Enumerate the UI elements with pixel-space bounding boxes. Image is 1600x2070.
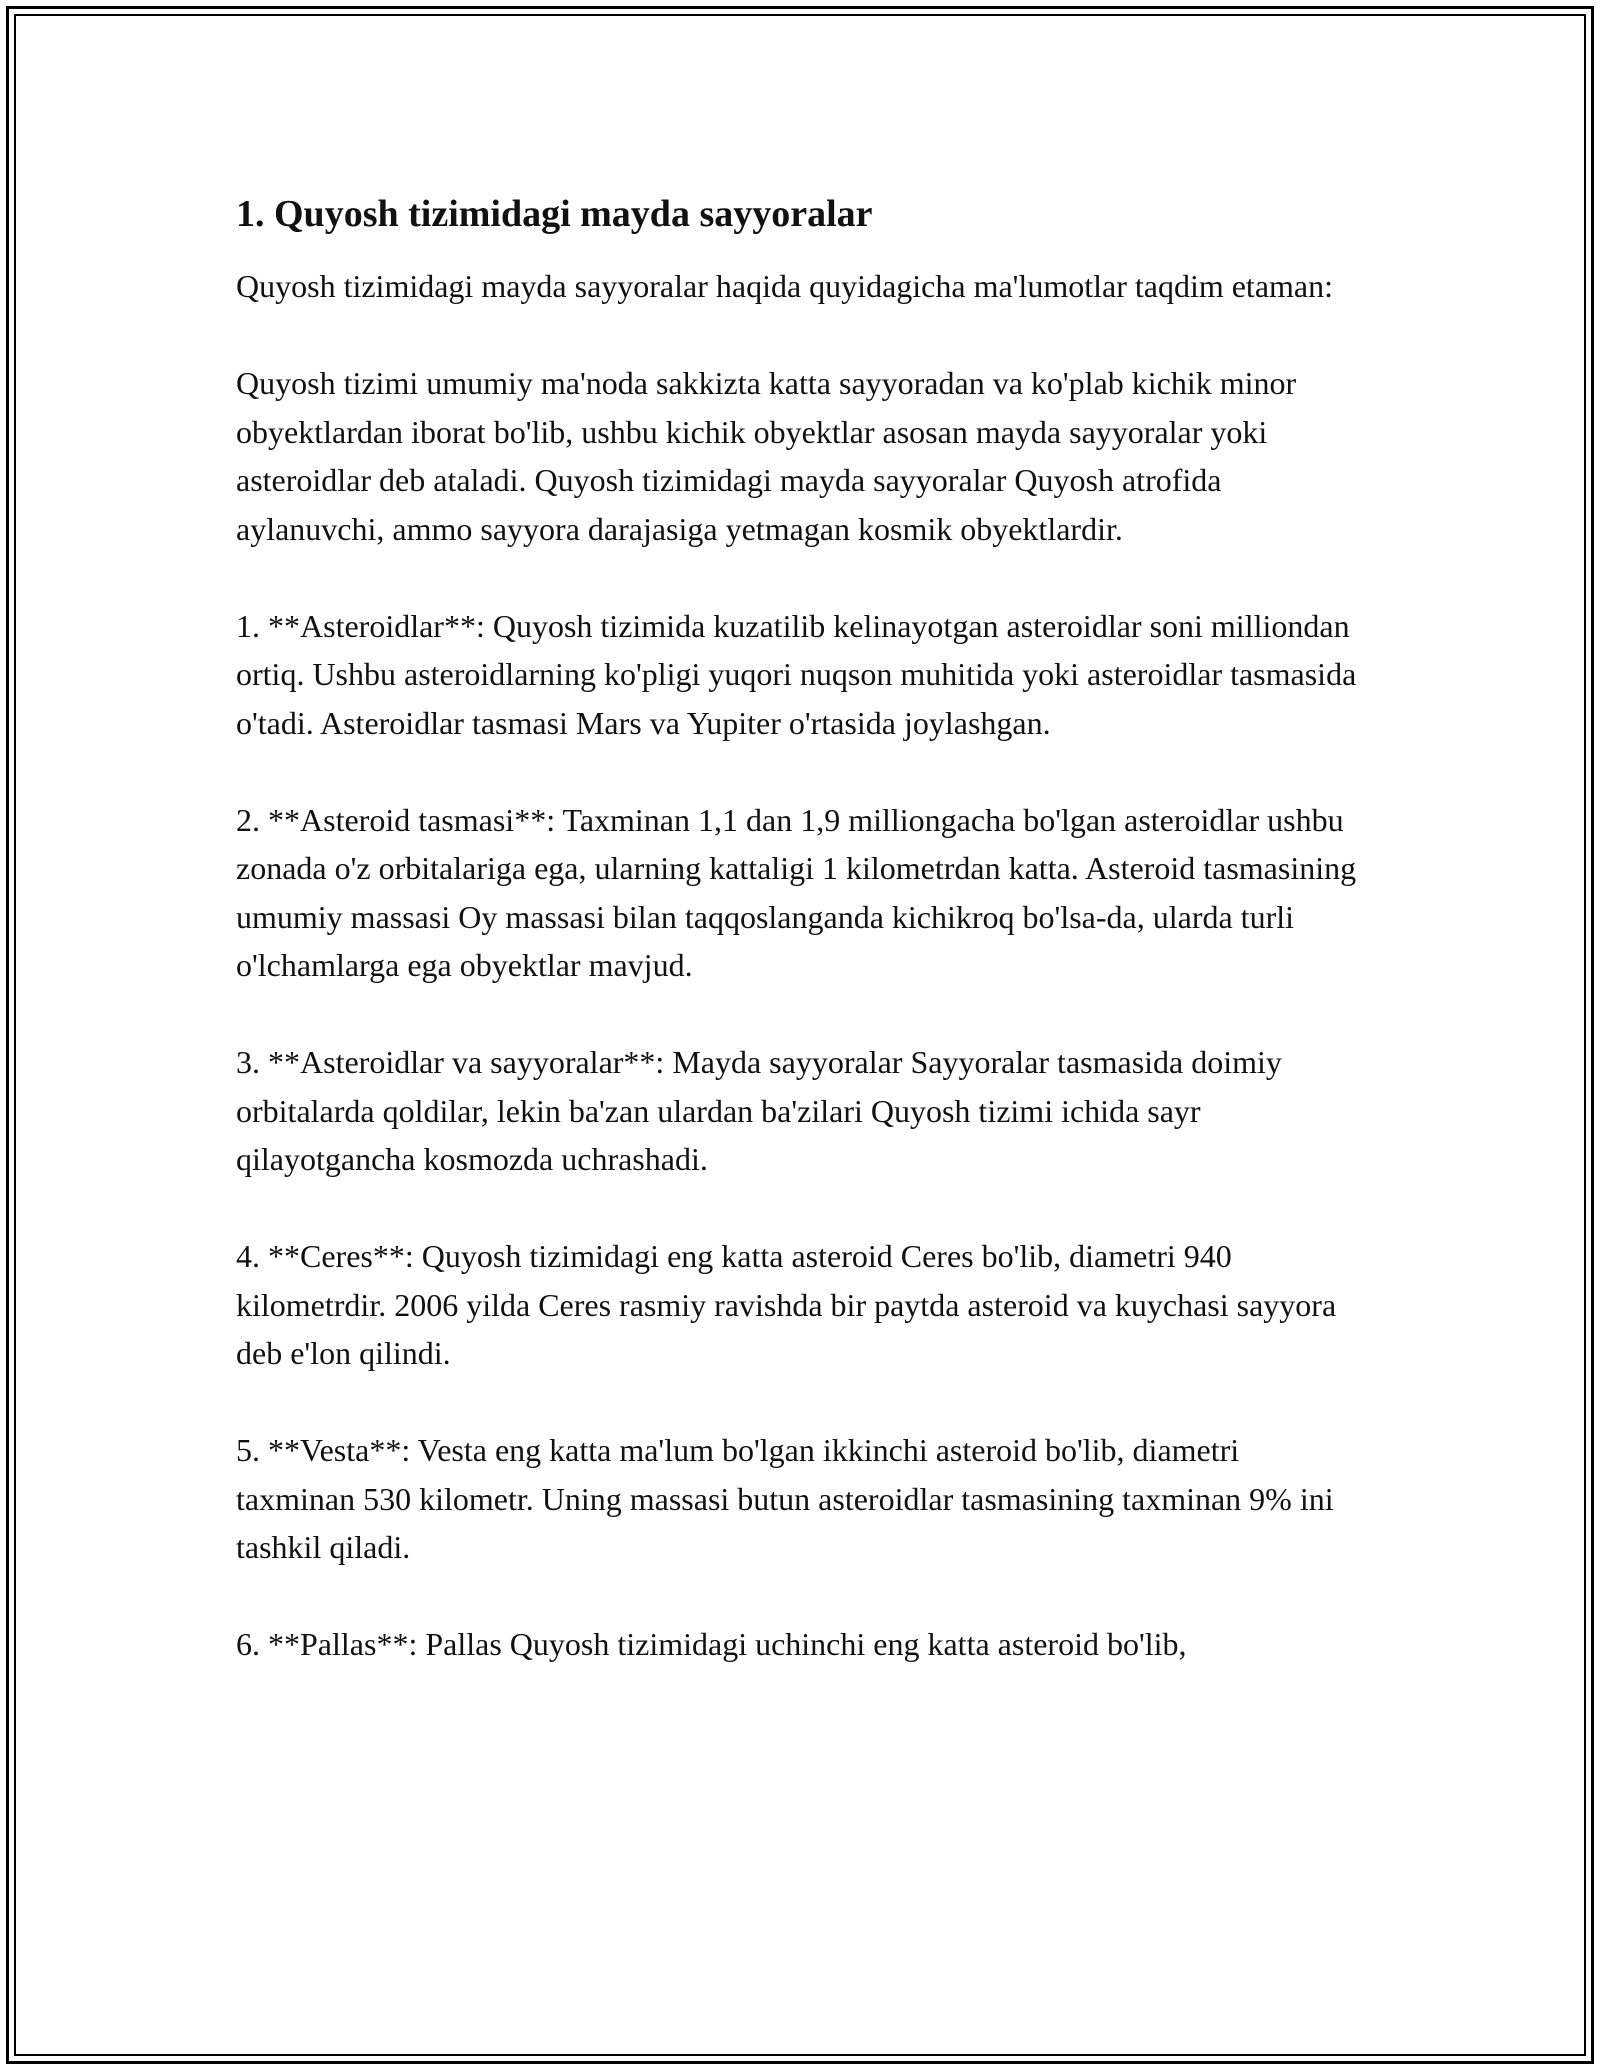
list-item-ceres: 4. **Ceres**: Quyosh tizimidagi eng katta asteroid Ceres bo'lib, diametri 940 kilometrdir. 2006 yilda Ceres rasmiy ravishda bir paytda asteroid va kuychasi sayyora deb e'lon qilindi. <box>236 1238 1337 1371</box>
document-body <box>236 188 1366 1717</box>
overview-paragraph: Quyosh tizimi umumiy ma'noda sakkizta katta sayyoradan va ko'plab kichik minor obyektlardan iborat bo'lib, ushbu kichik obyektlar asosan mayda sayyoralar yoki asteroidlar deb ataladi. Quyosh tizimidagi mayda sayyoralar Quyosh atrofida aylanuvchi, ammo sayyora darajasiga yetmagan kosmik obyektlardir. <box>236 365 1297 547</box>
list-item-asteroids: 1. **Asteroidlar**: Quyosh tizimida kuzatilib kelinayotgan asteroidlar soni milliondan ortiq. Ushbu asteroidlarning ko'pligi yuqori nuqson muhitida yoki asteroidlar tasmasida o'tadi. Asteroidlar tasmasi Mars va Yupiter o'rtasida joylashgan. <box>236 607 1357 741</box>
list-item-asteroids-and-planets: 3. **Asteroidlar va sayyoralar**: Mayda sayyoralar Sayyoralar tasmasida doimiy orbitalarda qoldilar, lekin ba'zan ulardan ba'zilari Quyosh tizimi ichida sayr qilayotgancha kosmozda uchrashadi. <box>236 1044 1282 1177</box>
list-item-vesta: 5. **Vesta**: Vesta eng katta ma'lum bo'lgan ikkinchi asteroid bo'lib, diametri taxminan 530 kilometr. Uning massasi butun asteroidlar tasmasining taxminan 9% ini tashkil qiladi. <box>236 1432 1334 1565</box>
list-item-asteroid-belt: 2. **Asteroid tasmasi**: Taxminan 1,1 dan 1,9 milliongacha bo'lgan asteroidlar ushbu zonada o'z orbitalariga ega, ularning kattaligi 1 kilometrdan katta. Asteroid tasmasining umumiy massasi Oy massasi bilan taqqoslanganda kichikroq bo'lsa-da, ularda turli o'lchamlarga ega obyektlar mavjud. <box>236 801 1357 983</box>
intro-paragraph: Quyosh tizimidagi mayda sayyoralar haqida quyidagicha ma'lumotlar taqdim etaman: <box>236 268 1333 304</box>
document-title: 1. Quyosh tizimidagi mayda sayyoralar <box>236 193 873 235</box>
list-item-pallas: 6. **Pallas**: Pallas Quyosh tizimidagi uchinchi eng katta asteroid bo'lib, <box>236 1626 1187 1662</box>
